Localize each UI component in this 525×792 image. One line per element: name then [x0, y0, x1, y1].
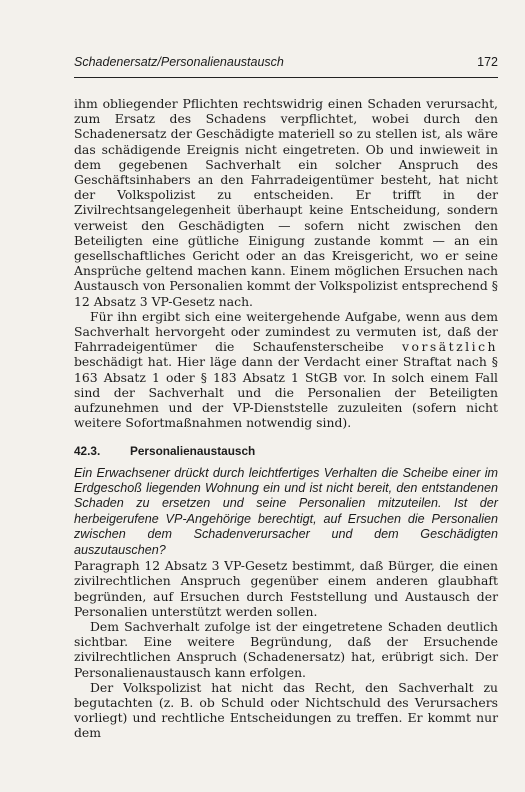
example-case: Ein Erwachsener drückt durch leichtfertiges Verhalten die Scheibe einer im Erdgeschoß liegenden Wohnung ein und ist nicht bereit, den entstandenen Schaden zu ersetzen und seine Personalien mitzuteilen. Ist der herbeigerufene VP-Angehörige berechtigt, auf Ersuchen die Personalien zwischen dem Schadenverursacher und dem Geschädigten auszutauschen?	[74, 465, 498, 557]
page-number: 172	[477, 55, 498, 69]
paragraph-conclusion: Der Volkspolizist hat nicht das Recht, den Sachverhalt zu begutachten (z. B. ob Schuld oder Nichtschuld des Verursachers vorliegt) und rechtliche Entscheidungen zu treffen. Er kommt nur dem	[74, 679, 498, 741]
paragraph-intent	[74, 309, 498, 431]
running-title: Schadenersatz/Personalienaustausch	[74, 55, 284, 69]
header-rule	[74, 77, 498, 78]
section-title: Personalienaustausch	[130, 444, 256, 459]
paragraph-facts: Dem Sachverhalt zufolge ist der eingetretene Schaden deutlich sichtbar. Eine weitere Begründung, daß der Ersuchende zivilrechtlichen Anspruch (Schadenersatz) hat, erübrigt sich. Der Personalienaustausch kann erfolgen.	[74, 618, 498, 680]
paragraph-law: Paragraph 12 Absatz 3 VP-Gesetz bestimmt, daß Bürger, die einen zivilrechtlichen Anspruch gegenüber einem anderen glaubhaft begründen, auf Ersuchen durch Feststellung und Austausch der Personalien unterstützt werden sollen.	[74, 558, 498, 619]
paragraph-text: Für ihn ergibt sich eine weitergehende Aufgabe, wenn aus dem Sachverhalt hervorgeht oder zumindest zu vermuten ist, daß der Fahrradeigentümer die Schaufensterscheibe	[74, 308, 498, 355]
emphasized-word: vorsätzlich	[402, 339, 498, 355]
paragraph-text: beschädigt hat. Hier läge dann der Verdacht einer Straftat nach § 163 Absatz 1 oder § 183 Absatz 1 StGB vor. In solch einem Fall sind der Sachverhalt und die Personalien der Beteiligten aufzunehmen und der VP-Dienststelle zuzuleiten (sofern nicht weitere Sofortmaßnahmen notwendig sind).	[74, 354, 498, 431]
paragraph-continuation: ihm obliegender Pflichten rechtswidrig einen Schaden verursacht, zum Ersatz des Schadens verpflichtet, wobei durch den Schadenersatz der Geschädigte materiell so zu stellen ist, als wäre das schädigende Ereignis nicht eingetreten. Ob und inwieweit in dem gegebenen Sachverhalt ein solcher Anspruch des Geschäftsinhabers an den Fahrradeigentümer besteht, hat nicht der Volkspolizist zu entscheiden. Er trifft in der Zivilrechtsangelegenheit überhaupt keine Entscheidung, sondern verweist den Geschädigten — sofern nicht zwischen den Beteiligten eine gütliche Einigung zustande kommt — an ein gesellschaftliches Gericht oder an das Kreisgericht, wo er seine Ansprüche geltend machen kann. Einem möglichen Ersuchen nach Austausch von Personalien kommt der Volkspolizist entsprechend § 12 Absatz 3 VP-Gesetz nach.	[74, 96, 498, 309]
section-number: 42.3.	[74, 444, 101, 459]
section-heading	[74, 444, 498, 459]
body-text	[74, 96, 498, 741]
running-header	[74, 55, 498, 75]
